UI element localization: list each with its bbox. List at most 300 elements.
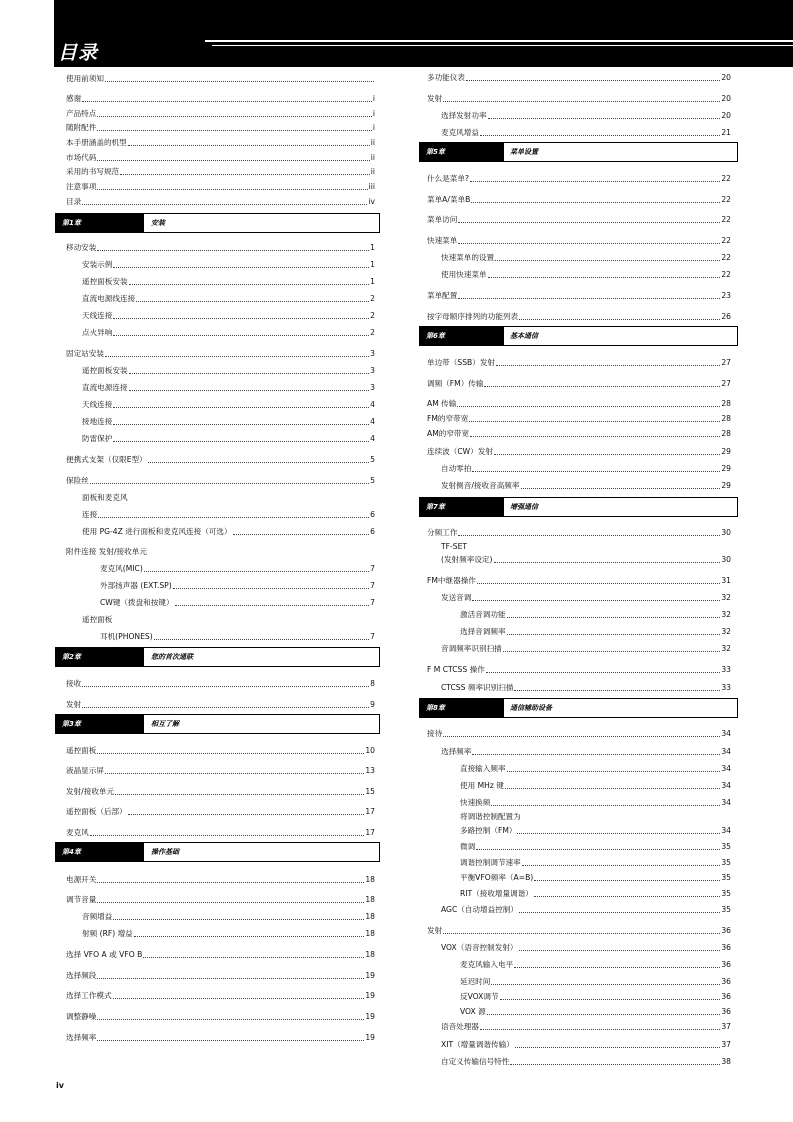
toc-entry[interactable]: [441, 745, 731, 757]
toc-entry[interactable]: [66, 92, 375, 104]
toc-entry[interactable]: [66, 893, 375, 905]
toc-entry-label: 遥控面板: [66, 746, 97, 755]
toc-entry[interactable]: [460, 887, 731, 899]
chapter-heading[interactable]: [419, 142, 738, 162]
toc-entry[interactable]: [460, 990, 731, 1002]
toc-entry[interactable]: [82, 415, 375, 427]
toc-leader-dots: [113, 318, 369, 319]
toc-leader-dots: [496, 365, 720, 366]
toc-entry-page: 5: [370, 476, 375, 485]
toc-entry[interactable]: [66, 948, 375, 960]
chapter-title: 操作基础: [151, 848, 179, 856]
toc-entry-label: 直流电源线连接: [82, 294, 136, 303]
toc-leader-dots: [494, 454, 720, 455]
toc-leader-dots: [491, 984, 720, 985]
toc-entry[interactable]: [460, 810, 731, 822]
toc-entry-page: 33: [721, 683, 731, 692]
toc-entry[interactable]: [427, 213, 731, 225]
toc-entry[interactable]: [427, 377, 731, 389]
toc-leader-dots: [82, 707, 369, 708]
toc-leader-dots: [97, 189, 367, 190]
toc-leader-dots: [458, 222, 720, 223]
toc-entry-label: FM的窄带宽: [427, 414, 469, 423]
toc-entry-page: 22: [721, 174, 731, 183]
toc-entry-page: 33: [721, 665, 731, 674]
toc-leader-dots: [470, 436, 720, 437]
toc-entry-label: 使用快速菜单: [441, 270, 487, 279]
chapter-title: 您的首次通联: [151, 653, 193, 661]
toc-entry-label: 激活音调功能: [460, 610, 506, 619]
toc-entry-page: 36: [721, 943, 731, 952]
toc-entry[interactable]: [460, 779, 731, 791]
toc-entry[interactable]: [82, 364, 375, 376]
toc-entry-label: 附件连接 发射/接收单元: [66, 547, 147, 556]
toc-leader-dots: [82, 686, 369, 687]
chapter-heading[interactable]: [419, 698, 738, 718]
toc-entry[interactable]: [66, 873, 375, 885]
toc-leader-dots: [113, 441, 369, 442]
toc-entry[interactable]: [441, 109, 731, 121]
toc-entry[interactable]: [66, 785, 375, 797]
toc-entry[interactable]: [460, 840, 731, 852]
toc-entry-label: 调谐控制调节速率: [460, 858, 521, 867]
toc-entry[interactable]: [427, 574, 731, 586]
toc-leader-dots: [488, 118, 721, 119]
toc-entry[interactable]: [460, 1005, 731, 1017]
toc-entry-label: 天线连接: [82, 400, 113, 409]
toc-entry[interactable]: [460, 762, 731, 774]
toc-entry-page: 3: [370, 349, 375, 358]
toc-leader-dots: [487, 1014, 721, 1015]
toc-leader-dots: [517, 833, 720, 834]
toc-entry[interactable]: [441, 268, 731, 280]
toc-leader-dots: [97, 1040, 364, 1041]
toc-entry-label: 发射/接收单元: [66, 787, 115, 796]
toc-entry-label: 防雷保护: [82, 434, 113, 443]
toc-leader-dots: [519, 319, 720, 320]
toc-entry-page: 19: [365, 1033, 375, 1042]
toc-entry-page: 7: [370, 598, 375, 607]
toc-entry[interactable]: [460, 824, 731, 836]
toc-leader-dots: [458, 298, 720, 299]
toc-entry[interactable]: [82, 491, 375, 503]
toc-entry[interactable]: [427, 92, 731, 104]
toc-entry-label: 使用 MHz 键: [460, 781, 504, 790]
toc-leader-dots: [97, 978, 364, 979]
toc-entry[interactable]: [460, 958, 731, 970]
toc-entry[interactable]: [66, 677, 375, 689]
toc-entry[interactable]: [66, 744, 375, 756]
toc-leader-dots: [521, 488, 721, 489]
toc-entry-page: 31: [721, 576, 731, 585]
toc-leader-dots: [90, 835, 365, 836]
toc-entry-label: 接收: [66, 679, 82, 688]
toc-entry-label: 麦克风(MIC): [100, 564, 143, 573]
toc-entry-label: 平衡VFO频率（A=B): [460, 873, 534, 882]
toc-entry[interactable]: [66, 545, 375, 557]
toc-entry[interactable]: [427, 663, 731, 675]
toc-entry-page: 30: [721, 528, 731, 537]
toc-entry[interactable]: [441, 1055, 731, 1067]
toc-entry-page: 36: [721, 992, 731, 1001]
toc-entry[interactable]: [66, 72, 375, 84]
chapter-number: 第1章: [56, 214, 144, 232]
toc-leader-dots: [443, 933, 720, 934]
toc-entry[interactable]: [100, 630, 375, 642]
toc-entry-label: 注意事项: [66, 182, 97, 191]
toc-entry-page: 2: [370, 294, 375, 303]
toc-entry-page: 4: [370, 417, 375, 426]
toc-entry-label: 麦克风增益: [441, 128, 479, 137]
toc-entry-label: 反VOX调节: [460, 992, 499, 1001]
toc-leader-dots: [97, 882, 364, 883]
toc-entry[interactable]: [427, 234, 731, 246]
toc-entry[interactable]: [441, 540, 731, 552]
toc-entry[interactable]: [82, 525, 375, 537]
toc-entry-label: 发射: [427, 94, 443, 103]
toc-entry-page: i: [372, 94, 375, 103]
toc-leader-dots: [113, 919, 364, 920]
toc-entry[interactable]: [66, 989, 375, 1001]
toc-leader-dots: [136, 301, 369, 302]
toc-entry[interactable]: [427, 412, 731, 424]
toc-entry-page: 28: [721, 414, 731, 423]
toc-entry[interactable]: [460, 975, 731, 987]
chapter-heading[interactable]: [55, 842, 380, 862]
toc-entry[interactable]: [427, 172, 731, 184]
toc-leader-dots: [472, 600, 720, 601]
toc-entry[interactable]: [82, 398, 375, 410]
toc-entry[interactable]: [100, 596, 375, 608]
toc-entry[interactable]: [66, 195, 375, 207]
toc-entry[interactable]: [66, 474, 375, 486]
chapter-heading[interactable]: [419, 497, 738, 517]
toc-leader-dots: [97, 902, 364, 903]
chapter-number: 第2章: [56, 648, 144, 666]
toc-entry[interactable]: [441, 903, 731, 915]
toc-entry[interactable]: [66, 165, 375, 177]
toc-entry-label: CW键（拨盘和按键）: [100, 598, 174, 607]
toc-leader-dots: [443, 101, 720, 102]
toc-entry-page: 8: [370, 679, 375, 688]
header-rule: [205, 40, 793, 42]
toc-leader-dots: [82, 204, 367, 205]
toc-entry-label: 接地连接: [82, 417, 113, 426]
toc-entry-page: 37: [721, 1022, 731, 1031]
toc-entry[interactable]: [66, 180, 375, 192]
toc-entry-label: AM 传输: [427, 399, 457, 408]
toc-entry-page: 34: [721, 798, 731, 807]
toc-entry-page: 19: [365, 991, 375, 1000]
toc-entry[interactable]: [427, 924, 731, 936]
toc-entry-page: 4: [370, 400, 375, 409]
toc-entry-label: 连续波（CW）发射: [427, 447, 493, 456]
toc-leader-dots: [97, 250, 369, 251]
toc-entry-page: 6: [370, 510, 375, 519]
toc-entry-label: 分频工作: [427, 528, 458, 537]
toc-entry-label: 选择音调频率: [460, 627, 506, 636]
toc-entry[interactable]: [66, 151, 375, 163]
toc-entry[interactable]: [460, 871, 731, 883]
toc-entry[interactable]: [460, 856, 731, 868]
toc-entry[interactable]: [441, 941, 731, 953]
toc-leader-dots: [129, 373, 370, 374]
toc-entry-label: 发送音调: [441, 593, 472, 602]
toc-entry-label: 感谢: [66, 94, 82, 103]
toc-entry[interactable]: [82, 275, 375, 287]
toc-leader-dots: [514, 967, 720, 968]
toc-entry[interactable]: [82, 258, 375, 270]
toc-entry-page: 17: [365, 807, 375, 816]
toc-entry[interactable]: [82, 613, 375, 625]
toc-entry-label: 发射侧音/接收音高频率: [441, 481, 520, 490]
toc-entry[interactable]: [427, 526, 731, 538]
toc-entry-label: 麦克风: [66, 828, 89, 837]
toc-entry[interactable]: [460, 796, 731, 808]
toc-entry-label: 射频 (RF) 增益: [82, 929, 133, 938]
toc-entry-page: 20: [721, 94, 731, 103]
toc-entry-page: 29: [721, 464, 731, 473]
toc-entry[interactable]: [66, 1010, 375, 1022]
toc-entry[interactable]: [82, 508, 375, 520]
toc-entry-label: 随附配件: [66, 123, 97, 132]
toc-entry-label: 直流电源连接: [82, 383, 128, 392]
toc-entry-page: 18: [365, 950, 375, 959]
chapter-number: 第3章: [56, 715, 144, 733]
toc-entry-page: 22: [721, 253, 731, 262]
toc-entry-label: 延迟时间: [460, 977, 491, 986]
toc-leader-dots: [120, 174, 370, 175]
toc-entry-page: 34: [721, 764, 731, 773]
toc-entry[interactable]: [441, 681, 731, 693]
toc-leader-dots: [491, 805, 720, 806]
toc-entry-label: 麦克风输入电平: [460, 960, 514, 969]
toc-entry-page: 7: [370, 581, 375, 590]
toc-entry-page: iv: [368, 197, 375, 206]
toc-entry[interactable]: [66, 698, 375, 710]
toc-leader-dots: [148, 462, 369, 463]
toc-leader-dots: [97, 130, 372, 131]
toc-entry-label: 菜单配置: [427, 291, 458, 300]
toc-entry-page: 15: [365, 787, 375, 796]
toc-entry[interactable]: [441, 126, 731, 138]
toc-leader-dots: [514, 690, 720, 691]
toc-entry-page: 32: [721, 610, 731, 619]
toc-leader-dots: [129, 284, 370, 285]
chapter-title: 菜单设置: [510, 148, 538, 156]
toc-entry-page: 35: [721, 873, 731, 882]
toc-entry[interactable]: [66, 136, 375, 148]
toc-entry[interactable]: [82, 432, 375, 444]
toc-entry-page: 32: [721, 644, 731, 653]
toc-leader-dots: [503, 651, 721, 652]
toc-entry-label: 液晶显示屏: [66, 766, 104, 775]
toc-entry-label: 多功能仪表: [427, 73, 465, 82]
toc-leader-dots: [458, 243, 720, 244]
toc-entry-label: 选择频段: [66, 971, 97, 980]
toc-leader-dots: [534, 880, 720, 881]
toc-entry[interactable]: [100, 562, 375, 574]
toc-entry-label: 本手册涵盖的机型: [66, 138, 127, 147]
toc-entry-page: 34: [721, 826, 731, 835]
toc-entry[interactable]: [82, 910, 375, 922]
toc-entry-page: 36: [721, 960, 731, 969]
toc-entry-page: 27: [721, 379, 731, 388]
toc-entry[interactable]: [66, 241, 375, 253]
toc-entry[interactable]: [427, 445, 731, 457]
toc-entry-page: 35: [721, 842, 731, 851]
toc-entry-label: 连接: [82, 510, 98, 519]
toc-entry-page: 29: [721, 481, 731, 490]
toc-entry-label: AGC（自动增益控制）: [441, 905, 518, 914]
toc-entry-page: 19: [365, 971, 375, 980]
toc-entry-label: 天线连接: [82, 311, 113, 320]
toc-entry-label: 点火异响: [82, 328, 113, 337]
toc-entry[interactable]: [441, 1038, 731, 1050]
toc-entry-label: 产品特点: [66, 109, 97, 118]
toc-entry[interactable]: [441, 1020, 731, 1032]
toc-leader-dots: [484, 386, 720, 387]
toc-entry-page: 35: [721, 889, 731, 898]
toc-entry[interactable]: [427, 727, 731, 739]
toc-entry[interactable]: [66, 805, 375, 817]
toc-leader-dots: [98, 517, 369, 518]
toc-entry-label: 目录: [66, 197, 82, 206]
chapter-heading[interactable]: [55, 213, 380, 233]
toc-entry-page: 29: [721, 447, 731, 456]
toc-entry[interactable]: [427, 289, 731, 301]
toc-entry[interactable]: [441, 553, 731, 565]
toc-entry-label: 选择频率: [66, 1033, 97, 1042]
toc-entry-label: 发射: [66, 700, 82, 709]
toc-leader-dots: [97, 753, 364, 754]
toc-entry-label: 遥控面板: [82, 615, 113, 624]
toc-entry[interactable]: [460, 625, 731, 637]
toc-entry-label: 外部扬声器 (EXT.SP): [100, 581, 172, 590]
toc-entry-label: 使用 PG-4Z 进行面板和麦克风连接（可选）: [82, 527, 232, 536]
toc-entry[interactable]: [427, 71, 731, 83]
toc-entry-page: 4: [370, 434, 375, 443]
toc-leader-dots: [477, 583, 720, 584]
toc-leader-dots: [115, 794, 364, 795]
toc-leader-dots: [113, 998, 365, 999]
toc-entry[interactable]: [441, 462, 731, 474]
chapter-title: 相互了解: [151, 720, 179, 728]
toc-leader-dots: [515, 1047, 720, 1048]
toc-entry-label: 固定站安装: [66, 349, 104, 358]
toc-entry[interactable]: [82, 326, 375, 338]
toc-entry-page: 32: [721, 593, 731, 602]
chapter-number: 第5章: [420, 143, 504, 161]
toc-entry[interactable]: [100, 579, 375, 591]
toc-entry[interactable]: [427, 427, 731, 439]
toc-entry-page: 30: [721, 555, 731, 564]
toc-entry[interactable]: [441, 591, 731, 603]
toc-entry[interactable]: [66, 121, 375, 133]
toc-entry-label: 市场代码: [66, 153, 97, 162]
toc-leader-dots: [458, 535, 720, 536]
toc-entry-page: 36: [721, 926, 731, 935]
toc-leader-dots: [519, 950, 721, 951]
toc-entry-page: 27: [721, 358, 731, 367]
toc-entry[interactable]: [66, 107, 375, 119]
toc-entry-label: 微调: [460, 842, 476, 851]
toc-entry[interactable]: [427, 356, 731, 368]
toc-leader-dots: [522, 865, 721, 866]
toc-entry-label: 语音处理器: [441, 1022, 479, 1031]
toc-entry-page: ii: [370, 167, 375, 176]
toc-entry[interactable]: [427, 193, 731, 205]
toc-entry[interactable]: [66, 453, 375, 465]
toc-entry-label: 快速换频: [460, 798, 491, 807]
chapter-heading[interactable]: [419, 326, 738, 346]
toc-entry-label: 菜单访问: [427, 215, 458, 224]
toc-entry[interactable]: [82, 309, 375, 321]
toc-entry-label: (发射频率设定): [441, 555, 493, 564]
toc-leader-dots: [113, 267, 369, 268]
toc-entry-page: i: [372, 123, 375, 132]
toc-leader-dots: [486, 672, 721, 673]
toc-entry-page: 3: [370, 366, 375, 375]
toc-entry-label: VOX（语音控制发射）: [441, 943, 518, 952]
toc-entry[interactable]: [82, 927, 375, 939]
toc-entry[interactable]: [66, 347, 375, 359]
toc-entry[interactable]: [427, 310, 731, 322]
toc-entry-label: 什么是菜单?: [427, 174, 469, 183]
toc-entry-page: 21: [721, 128, 731, 137]
toc-entry-page: 9: [370, 700, 375, 709]
toc-entry-label: XIT（增量调谐传输）: [441, 1040, 514, 1049]
toc-entry[interactable]: [82, 381, 375, 393]
toc-entry-label: RIT（接收增量调谐）: [460, 889, 533, 898]
toc-leader-dots: [476, 849, 720, 850]
toc-leader-dots: [113, 335, 369, 336]
toc-entry-label: 菜单A/菜单B: [427, 195, 471, 204]
toc-entry-page: iii: [368, 182, 375, 191]
toc-entry[interactable]: [66, 826, 375, 838]
toc-entry[interactable]: [460, 608, 731, 620]
toc-leader-dots: [173, 588, 369, 589]
toc-leader-dots: [480, 1029, 720, 1030]
toc-leader-dots: [143, 957, 364, 958]
toc-entry-page: 34: [721, 729, 731, 738]
toc-entry[interactable]: [66, 764, 375, 776]
toc-entry-label: 多路控制（FM）: [460, 826, 517, 835]
page-number: iv: [56, 1081, 64, 1090]
toc-leader-dots: [510, 1064, 720, 1065]
toc-leader-dots: [105, 773, 364, 774]
toc-entry-page: ii: [370, 138, 375, 147]
toc-entry[interactable]: [82, 292, 375, 304]
chapter-heading[interactable]: [55, 647, 380, 667]
toc-entry[interactable]: [441, 642, 731, 654]
toc-entry-page: 20: [721, 111, 731, 120]
toc-entry-label: 遥控面板（后部）: [66, 807, 127, 816]
toc-entry[interactable]: [441, 251, 731, 263]
toc-entry[interactable]: [66, 969, 375, 981]
toc-leader-dots: [128, 145, 370, 146]
toc-entry[interactable]: [441, 479, 731, 491]
toc-entry-label: 选择频率: [441, 747, 472, 756]
toc-entry-label: 选择发射功率: [441, 111, 487, 120]
toc-entry-label: AM的窄带宽: [427, 429, 470, 438]
toc-entry-page: 18: [365, 912, 375, 921]
toc-entry-page: 35: [721, 858, 731, 867]
toc-entry[interactable]: [427, 397, 731, 409]
toc-entry[interactable]: [66, 1031, 375, 1043]
chapter-heading[interactable]: [55, 714, 380, 734]
toc-entry-label: 自定义传输信号特性: [441, 1057, 510, 1066]
